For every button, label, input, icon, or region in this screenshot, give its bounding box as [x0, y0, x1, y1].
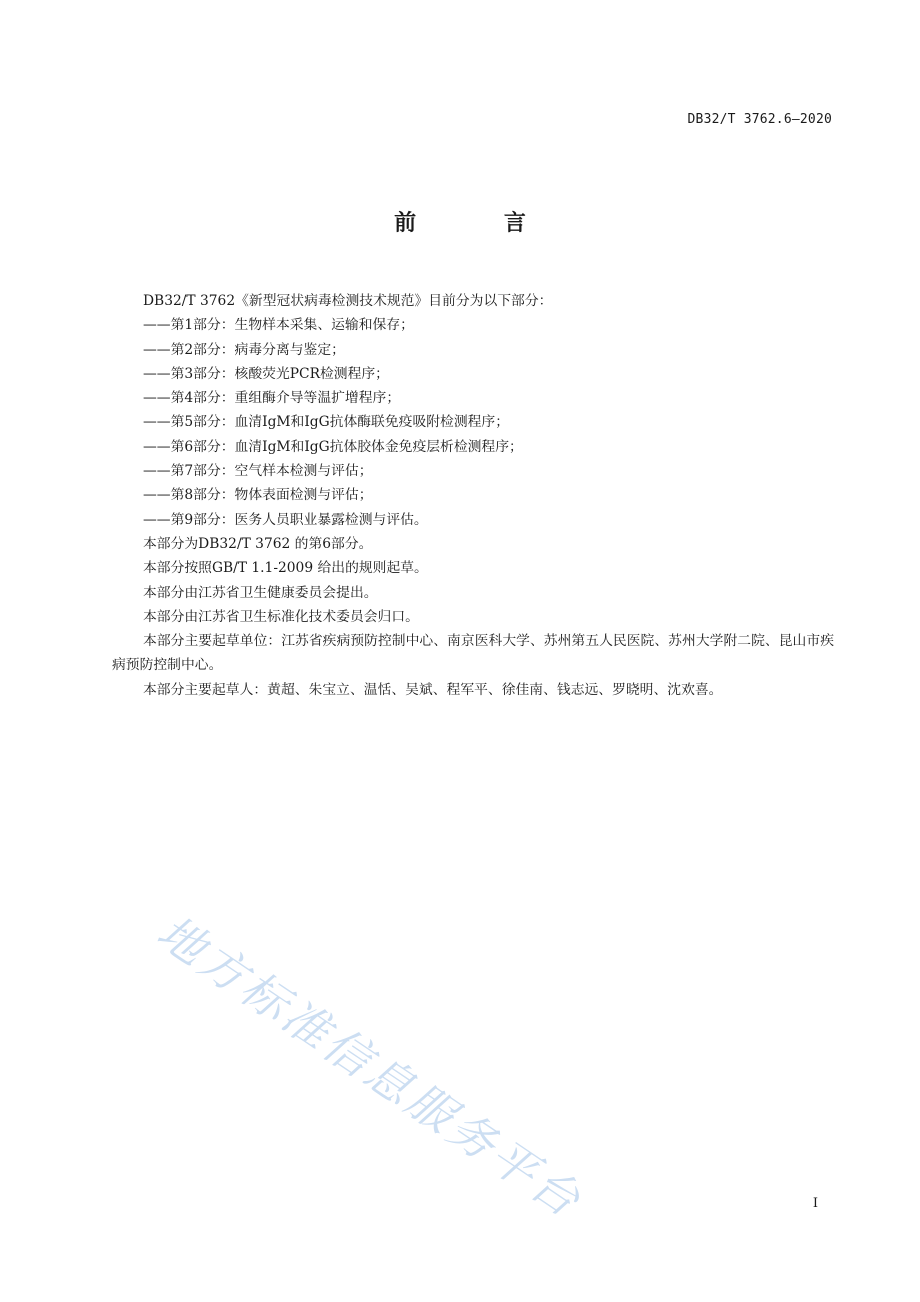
part-list-item-1: ——第1部分：生物样本采集、运输和保存；	[143, 317, 414, 334]
watermark: 地方标准信息服务平台	[147, 904, 593, 1229]
centralized-by-statement: 本部分由江苏省卫生标准化技术委员会归口。	[143, 608, 419, 625]
drafting-units: 本部分主要起草单位：江苏省疾病预防控制中心、南京医科大学、苏州第五人民医院、苏州大学附二院、昆山市疾病预防控制中心。	[112, 633, 834, 674]
page-title: 前 言	[394, 211, 566, 236]
part-list-item-6: ——第6部分：血清IgM和IgG抗体胶体金免疫层析检测程序；	[143, 438, 523, 455]
foreword-body	[112, 289, 834, 702]
part-list-item-4: ——第4部分：重组酶介导等温扩增程序；	[143, 390, 401, 407]
part-list-item-5: ——第5部分：血清IgM和IgG抗体酶联免疫吸附检测程序；	[143, 414, 510, 431]
standard-code: DB32/T 3762.6—2020	[687, 112, 832, 127]
page-number: I	[812, 1196, 818, 1211]
proposer-statement: 本部分由江苏省卫生健康委员会提出。	[143, 584, 378, 601]
drafting-rules-statement: 本部分按照GB/T 1.1-2009 给出的规则起草。	[143, 560, 428, 577]
part-statement: 本部分为DB32/T 3762 的第6部分。	[143, 535, 373, 552]
drafters: 本部分主要起草人：黄超、朱宝立、温恬、吴斌、程军平、徐佳南、钱志远、罗晓明、沈欢喜。	[143, 681, 723, 698]
part-list-item-3: ——第3部分：核酸荧光PCR检测程序；	[143, 365, 389, 382]
intro-paragraph: DB32/T 3762《新型冠状病毒检测技术规范》目前分为以下部分：	[143, 293, 553, 309]
part-list-item-7: ——第7部分：空气样本检测与评估；	[143, 463, 373, 480]
part-list-item-8: ——第8部分：物体表面检测与评估；	[143, 487, 373, 504]
part-list-item-2: ——第2部分：病毒分离与鉴定；	[143, 341, 345, 358]
part-list-item-9: ——第9部分：医务人员职业暴露检测与评估。	[143, 511, 428, 528]
